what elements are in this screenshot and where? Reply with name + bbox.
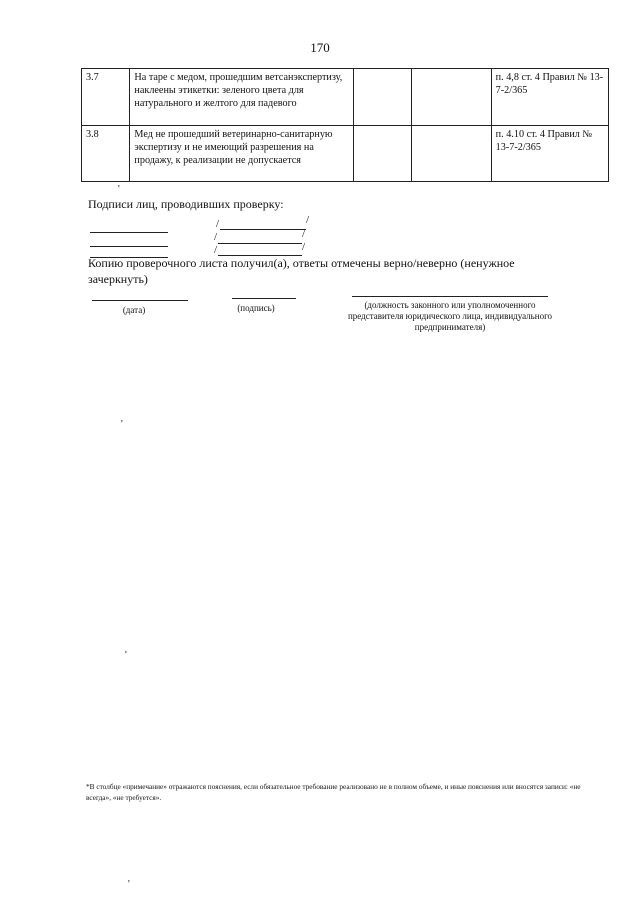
stray-mark: ' [118, 184, 120, 195]
table-row [82, 69, 609, 126]
answer-cell [412, 69, 491, 126]
slash-separator: / [214, 231, 218, 243]
date-line [92, 300, 188, 301]
signature-line [90, 246, 168, 247]
signature-caption: (подпись) [237, 303, 275, 313]
stray-mark: ' [125, 650, 127, 661]
slash-separator: / [302, 241, 306, 253]
position-line [352, 296, 548, 297]
slash-separator: / [216, 218, 220, 230]
checklist-table [81, 68, 609, 182]
legal-reference: п. 4.10 ст. 4 Правил № 13-7-2/365 [491, 126, 608, 182]
requirement-text: Мед не прошедший ветеринарно-санитарную экспертизу и не имеющий разрешения на продажу, к реализации не допускается [130, 126, 354, 182]
signature-line [90, 232, 168, 233]
signers-label: Подписи лиц, проводивших проверку: [88, 197, 284, 211]
legal-reference: п. 4,8 ст. 4 Правил № 13-7-2/365 [491, 69, 608, 126]
footnote: *В столбце «примечание» отражаются пояснения, если обязательное требование реализовано не в полном объеме, и иные пояснения или вносятся записи: «не всегда», «не требуется». [86, 782, 581, 802]
stray-mark: ' [128, 879, 130, 890]
answer-cell [354, 69, 412, 126]
signature-line [232, 298, 296, 299]
table-row [82, 126, 609, 182]
position-caption: (должность законного или уполномоченного представителя юридического лица, индивидуального предпринимателя) [347, 300, 553, 332]
row-number: 3.7 [82, 69, 130, 126]
page-number: 170 [310, 40, 330, 55]
signature-line [218, 243, 302, 244]
answer-cell [412, 126, 491, 182]
stray-mark: ' [121, 419, 123, 430]
copy-received-text: Копию проверочного листа получил(а), ответы отмечены верно/неверно (ненужное зачеркнуть) [88, 256, 515, 286]
slash-separator: / [214, 244, 218, 256]
answer-cell [354, 126, 412, 182]
date-caption: (дата) [122, 305, 146, 315]
row-number: 3.8 [82, 126, 130, 182]
slash-separator: / [302, 228, 306, 240]
requirement-text: На таре с медом, прошедшим ветсанэкспертизу, наклеены этикетки: зеленого цвета для натурального и желтого для падевого [130, 69, 354, 126]
signature-line [220, 229, 306, 230]
slash-separator: / [306, 214, 310, 226]
